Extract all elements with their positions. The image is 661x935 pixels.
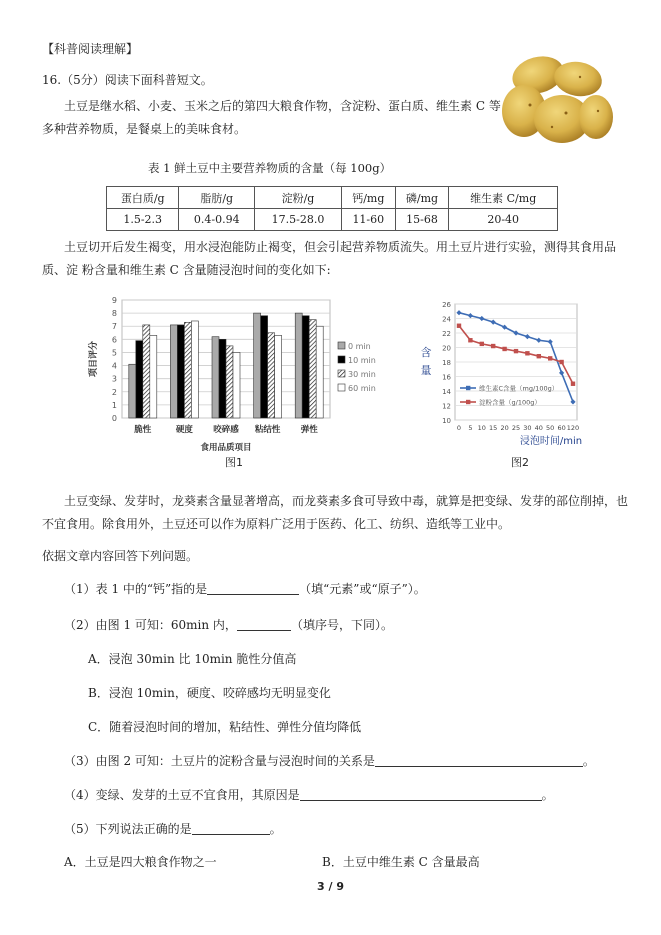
table-header-cell: 维生素 C/mg (449, 187, 558, 209)
table-header-cell: 磷/mg (395, 187, 449, 209)
x-tick-label: 50 (546, 424, 555, 432)
instruction: 依据文章内容回答下列问题。 (42, 549, 199, 563)
data-point (491, 320, 496, 325)
data-point (537, 354, 541, 358)
bar (212, 337, 219, 418)
intro-line-1: 土豆是继水稻、小麦、玉米之后的第四大粮食作物，含淀粉、蛋白质、维生素 C 等 (64, 99, 501, 113)
question-2 (64, 616, 393, 633)
experiment-line-2: 质、淀 粉含量和维生素 C 含量随浸泡时间的变化如下: (42, 263, 331, 277)
y-tick-label: 4 (111, 361, 117, 371)
x-tick-label: 15 (489, 424, 498, 432)
bar (184, 322, 191, 418)
table-cell: 15-68 (395, 209, 449, 231)
figure-label: 图1 (225, 456, 243, 469)
legend-marker (466, 400, 470, 404)
figure-label: 图2 (511, 456, 529, 469)
y-tick-label: 18 (442, 359, 451, 367)
legend-label: 30 min (348, 370, 376, 379)
answer-blank-3[interactable] (375, 754, 583, 767)
q5-option-a: A．土豆是四大粮食作物之一 (64, 855, 217, 869)
intro-line-2: 多种营养物质，是餐桌上的美味食材。 (42, 122, 247, 136)
nutrition-table (106, 186, 558, 231)
y-tick-label: 0 (111, 414, 117, 423)
x-tick-label: 30 (523, 424, 532, 432)
data-point (514, 349, 518, 353)
legend-label: 维生素C含量（mg/100g） (479, 384, 559, 393)
y-tick-label: 22 (442, 330, 451, 338)
question-4-end: 。 (541, 788, 554, 802)
data-point (468, 338, 472, 342)
table-caption: 表 1 鲜土豆中主要营养物质的含量（每 100g） (148, 161, 392, 175)
data-point (548, 356, 552, 360)
question-header: 16.（5分）阅读下面科普短文。 (42, 73, 213, 87)
legend-marker (466, 386, 470, 390)
x-tick-label: 5 (468, 424, 473, 432)
data-point (479, 316, 484, 321)
y-tick-label: 24 (442, 315, 451, 324)
question-3-end: 。 (582, 754, 595, 768)
table-cell: 20-40 (449, 209, 558, 231)
bar (143, 325, 150, 418)
section-tag: 【科普阅读理解】 (42, 42, 139, 56)
x-tick-label: 粘结性 (254, 425, 281, 435)
bar (275, 335, 282, 418)
y-axis-label-char: 含 (420, 346, 432, 359)
table-row (107, 209, 558, 231)
data-point (570, 399, 575, 404)
x-tick-label: 硬度 (175, 425, 193, 435)
question-4 (64, 786, 554, 803)
data-point (456, 310, 461, 315)
y-tick-label: 8 (111, 309, 117, 319)
bar (129, 364, 136, 418)
data-point (571, 382, 575, 386)
x-tick-label: 20 (500, 424, 509, 432)
question-3 (64, 752, 595, 769)
question-2-text: （2）由图 1 可知：60min 内， (64, 618, 237, 632)
legend-label: 10 min (348, 356, 376, 365)
data-point (548, 339, 553, 344)
x-tick-label: 10 (477, 424, 486, 432)
bar (150, 335, 157, 418)
table-header-cell: 淀粉/g (255, 187, 342, 209)
table-cell: 0.4-0.94 (179, 209, 255, 231)
bar (254, 313, 261, 418)
question-4-text: （4）变绿、发芽的土豆不宜食用，其原因是 (64, 788, 300, 802)
bar (219, 339, 226, 418)
x-tick-label: 60 (557, 424, 566, 432)
bar (295, 313, 302, 418)
y-tick-label: 10 (442, 417, 451, 425)
y-tick-label: 14 (442, 388, 451, 396)
legend-label: 60 min (348, 384, 376, 393)
y-tick-label: 7 (111, 322, 117, 332)
x-axis-label: 食用品质项目 (200, 443, 252, 453)
page-number: 3 / 9 (317, 880, 344, 893)
bar (191, 321, 198, 418)
data-point (536, 338, 541, 343)
data-point (457, 324, 461, 328)
bar (177, 325, 184, 418)
solanine-line-2: 不宜食用。除食用外，土豆还可以作为原料广泛用于医药、化工、纺织、造纸等工业中。 (42, 517, 511, 531)
table-header-row (107, 187, 558, 209)
bar (268, 333, 275, 418)
question-5-end: 。 (269, 822, 282, 836)
x-tick-label: 弹性 (300, 425, 318, 435)
experiment-line-1: 土豆切开后发生褐变，用水浸泡能防止褐变，但会引起营养物质流失。用土豆片进行实验，测得其食用品 (64, 240, 617, 254)
potato-image (500, 55, 615, 150)
table-header-cell: 脂肪/g (179, 187, 255, 209)
q2-option-b: B．浸泡 10min，硬度、咬碎感均无明显变化 (88, 686, 331, 700)
table-header-cell: 蛋白质/g (107, 187, 179, 209)
x-tick-label: 120 (566, 424, 580, 432)
bar (302, 316, 309, 418)
y-axis-label-char: 量 (420, 364, 432, 377)
y-tick-label: 9 (111, 296, 117, 305)
x-tick-label: 咬碎感 (213, 425, 239, 435)
bar (170, 325, 177, 418)
data-point (480, 342, 484, 346)
y-tick-label: 20 (442, 344, 451, 353)
y-tick-label: 26 (442, 301, 451, 309)
y-tick-label: 16 (442, 373, 451, 382)
legend-label: 0 min (348, 342, 371, 351)
q2-option-a: A．浸泡 30min 比 10min 脆性分值高 (88, 652, 297, 666)
x-tick-label: 脆性 (134, 425, 152, 435)
bar (233, 352, 240, 418)
figure-1-bar-chart (82, 290, 387, 475)
bar (316, 326, 323, 418)
y-tick-label: 12 (442, 402, 451, 411)
y-tick-label: 5 (111, 348, 117, 358)
legend-swatch (338, 370, 345, 377)
y-tick-label: 2 (111, 387, 117, 397)
q2-option-c: C．随着浸泡时间的增加，粘结性、弹性分值均降低 (88, 720, 362, 734)
data-point (559, 360, 563, 364)
question-3-text: （3）由图 2 可知：土豆片的淀粉含量与浸泡时间的关系是 (64, 754, 375, 768)
x-axis-label: 浸泡时间/min (519, 436, 583, 447)
legend-swatch (338, 342, 345, 349)
question-1-text: （1）表 1 中的“钙”指的是 (64, 582, 208, 596)
y-tick-label: 1 (111, 400, 117, 410)
data-point (502, 347, 506, 351)
data-point (525, 351, 529, 355)
bar (261, 316, 268, 418)
x-tick-label: 40 (534, 424, 543, 432)
answer-blank-2[interactable] (237, 618, 291, 631)
table-cell: 1.5-2.3 (107, 209, 179, 231)
solanine-line-1: 土豆变绿、发芽时，龙葵素含量显著增高，而龙葵素多食可导致中毒，就算是把变绿、发芽的部位削掉，也 (64, 494, 629, 508)
bar (226, 346, 233, 418)
x-tick-label: 0 (456, 424, 462, 432)
answer-blank-4[interactable] (300, 788, 542, 801)
figure-2-line-chart (405, 290, 595, 475)
question-1-hint: （填“元素”或“原子”）。 (299, 582, 426, 596)
table-cell: 17.5-28.0 (255, 209, 342, 231)
legend-label: 淀粉含量（g/100g） (479, 398, 541, 407)
bar (309, 320, 316, 418)
question-1 (64, 580, 426, 597)
y-axis-label: 项目评分 (89, 340, 99, 378)
legend-swatch (338, 356, 345, 363)
table-header-cell: 钙/mg (341, 187, 395, 209)
y-tick-label: 3 (111, 374, 117, 384)
data-point (491, 344, 495, 348)
answer-blank-5[interactable] (192, 822, 270, 835)
bar (136, 341, 143, 418)
question-2-hint: （填序号，下同）。 (290, 618, 393, 632)
answer-blank-1[interactable] (207, 582, 299, 595)
data-point (468, 313, 473, 318)
data-point (525, 334, 530, 339)
legend-swatch (338, 384, 345, 391)
y-tick-label: 6 (111, 335, 117, 345)
table-cell: 11-60 (341, 209, 395, 231)
x-tick-label: 25 (511, 424, 521, 432)
question-5 (64, 820, 282, 837)
data-point (559, 370, 564, 375)
q5-option-b: B．土豆中维生素 C 含量最高 (322, 855, 480, 869)
question-5-text: （5）下列说法正确的是 (64, 822, 192, 836)
